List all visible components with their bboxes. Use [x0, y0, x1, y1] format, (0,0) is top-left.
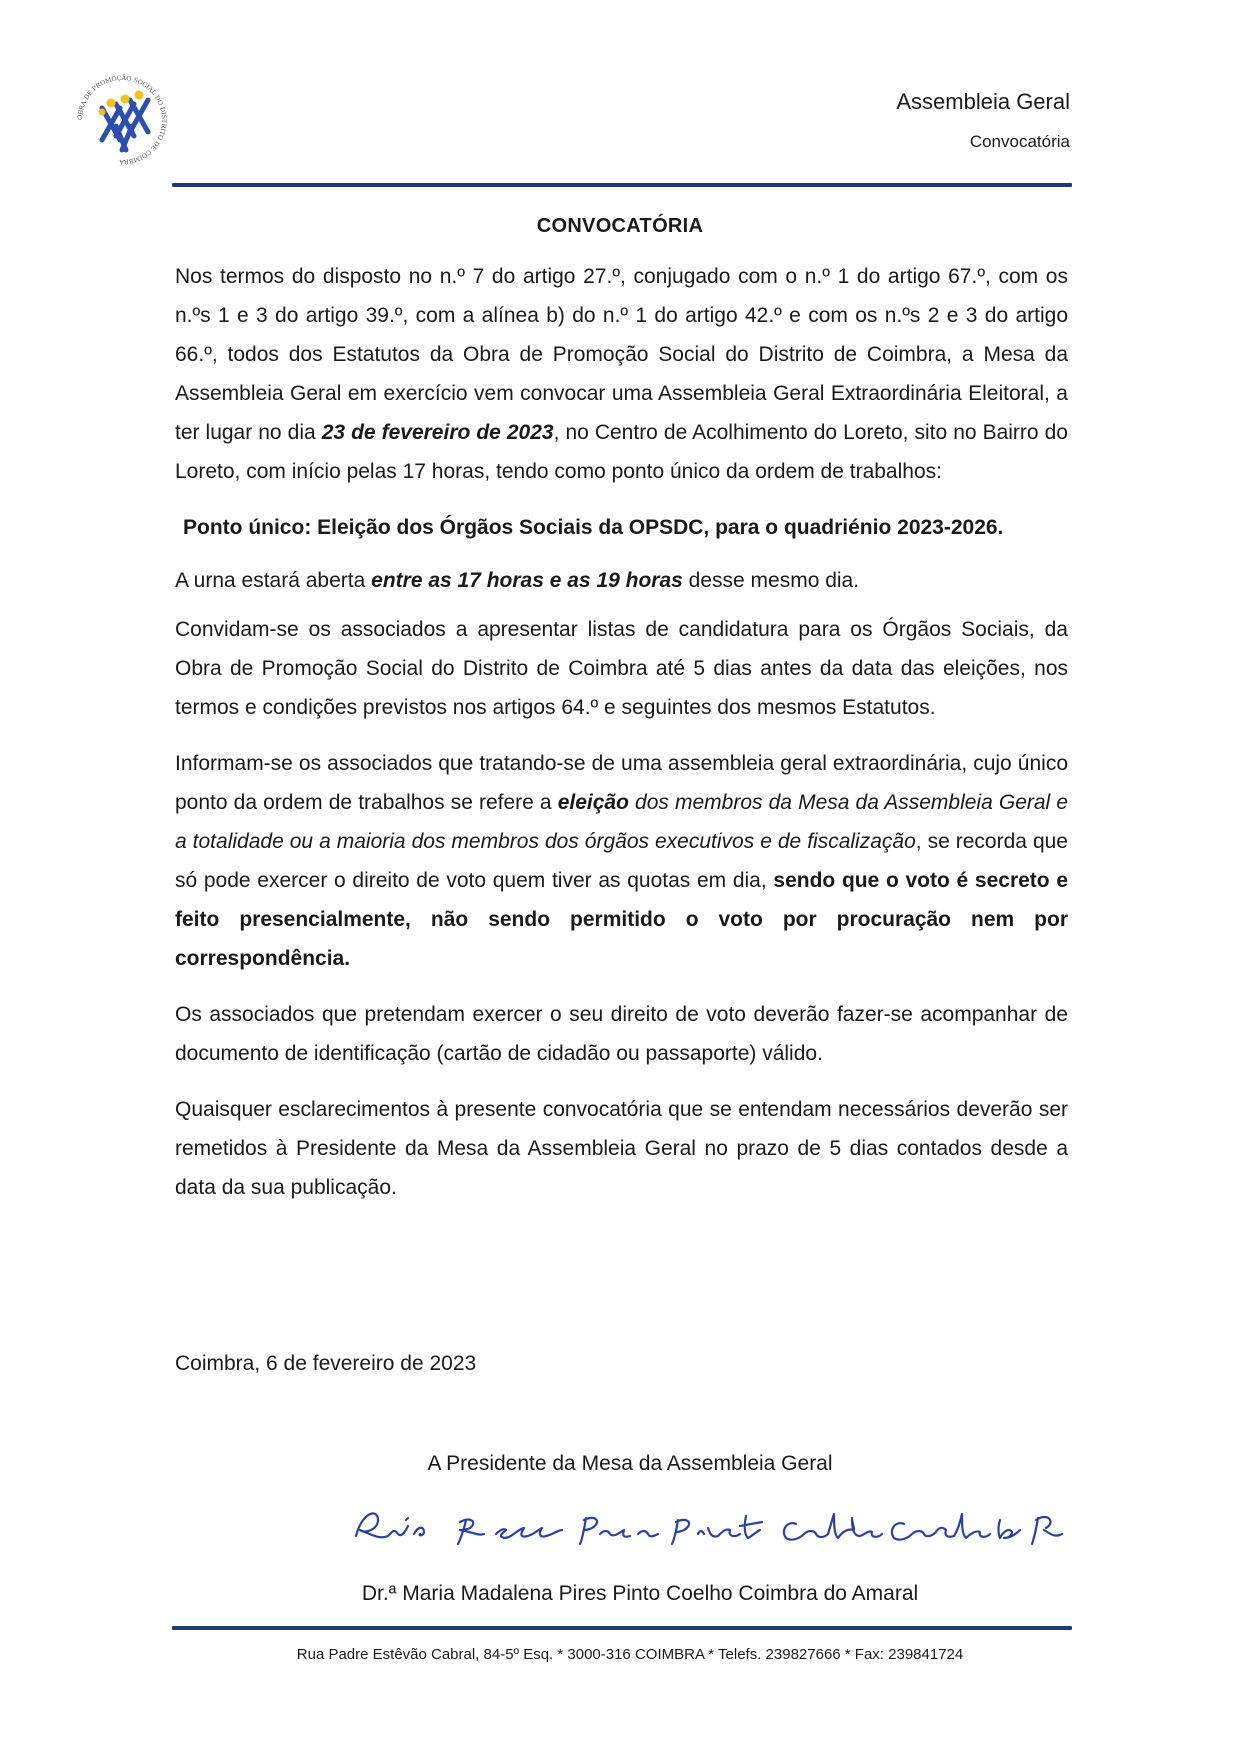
organization-logo — [72, 70, 172, 170]
italic-run: dos membros da Mesa da Assembleia Geral e a totalidade ou a maioria dos membros dos órgãos executivos e de fiscalização — [175, 791, 1068, 853]
handwritten-signature — [348, 1490, 1068, 1560]
paragraph-convocation — [175, 257, 1068, 491]
meeting-date: 23 de fevereiro de 2023 — [321, 421, 554, 444]
paragraph-voting-rules — [175, 744, 1068, 978]
paragraph-voting-hours — [175, 561, 1068, 600]
bold-run: sendo que o voto é secreto e feito presencialmente, não sendo permitido o voto por procuração nem por correspondência. — [175, 869, 1068, 970]
header-title: Assembleia Geral — [896, 89, 1070, 114]
place-date: Coimbra, 6 de fevereiro de 2023 — [175, 1352, 477, 1375]
text-run: Informam-se os associados que tratando-se de uma assembleia geral extraordinária, cujo único ponto da ordem de trabalhos se refere a — [175, 752, 1068, 814]
text-run: , se recorda que só pode exercer o direito de voto quem tiver as quotas em dia, — [175, 830, 1068, 892]
paragraph-clarifications: Quaisquer esclarecimentos à presente convocatória que se entendam necessários deverão ser remetidos à Presidente da Mesa da Assembleia Geral no prazo de 5 dias contados desde a data da sua publicação. — [175, 1098, 1068, 1199]
document-heading: CONVOCATÓRIA — [536, 215, 704, 237]
footer-divider — [172, 1626, 1072, 1630]
document-body — [175, 257, 1068, 1224]
president-name: Dr.ª Maria Madalena Pires Pinto Coelho Coimbra do Amaral — [361, 1582, 919, 1605]
text-run: A urna estará aberta — [175, 569, 372, 592]
document-header — [896, 88, 1070, 152]
header-divider — [172, 183, 1072, 187]
voting-hours: entre as 17 horas e as 19 horas — [371, 569, 683, 592]
agenda-point: Ponto único: Eleição dos Órgãos Sociais da OPSDC, para o quadriénio 2023-2026. — [183, 516, 1004, 539]
header-subtitle: Convocatória — [969, 132, 1070, 151]
logo-ring-text: OBRA DE PROMOÇÃO SOCIAL DO DISTRITO DE COIMBRA — [76, 74, 168, 166]
footer-address: Rua Padre Estêvão Cabral, 84-5º Esq. * 3000-316 COIMBRA * Telefs. 239827666 * Fax: 239841724 — [296, 1646, 964, 1663]
people-figures-icon — [99, 91, 149, 151]
president-title: A Presidente da Mesa da Assembleia Geral — [427, 1452, 833, 1475]
emphasis-eleicao: eleição — [557, 791, 629, 814]
text-run: , no Centro de Acolhimento do Loreto, sito no Bairro do Loreto, com início pelas 17 horas, tendo como ponto único da ordem de trabalhos: — [175, 421, 1068, 483]
paragraph-candidacy: Convidam-se os associados a apresentar listas de candidatura para os Órgãos Sociais, da Obra de Promoção Social do Distrito de Coimbra até 5 dias antes da data das eleições, nos termos e condições previstos nos artigos 64.º e seguintes dos mesmos Estatutos. — [175, 618, 1068, 719]
text-run: desse mesmo dia. — [682, 569, 860, 592]
paragraph-identification: Os associados que pretendam exercer o seu direito de voto deverão fazer-se acompanhar de documento de identificação (cartão de cidadão ou passaporte) válido. — [175, 1003, 1068, 1065]
text-run: Nos termos do disposto no n.º 7 do artigo 27.º, conjugado com o n.º 1 do artigo 67.º, com os n.ºs 1 e 3 do artigo 39.º, com a alínea b) do n.º 1 do artigo 42.º e com os n.ºs 2 e 3 do artigo 66.º, todos dos Estatutos da Obra de Promoção Social do Distrito de Coimbra, a Mesa da Assembleia Geral em exercício vem convocar uma Assembleia Geral Extraordinária Eleitoral, a ter lugar no dia — [175, 265, 1068, 444]
